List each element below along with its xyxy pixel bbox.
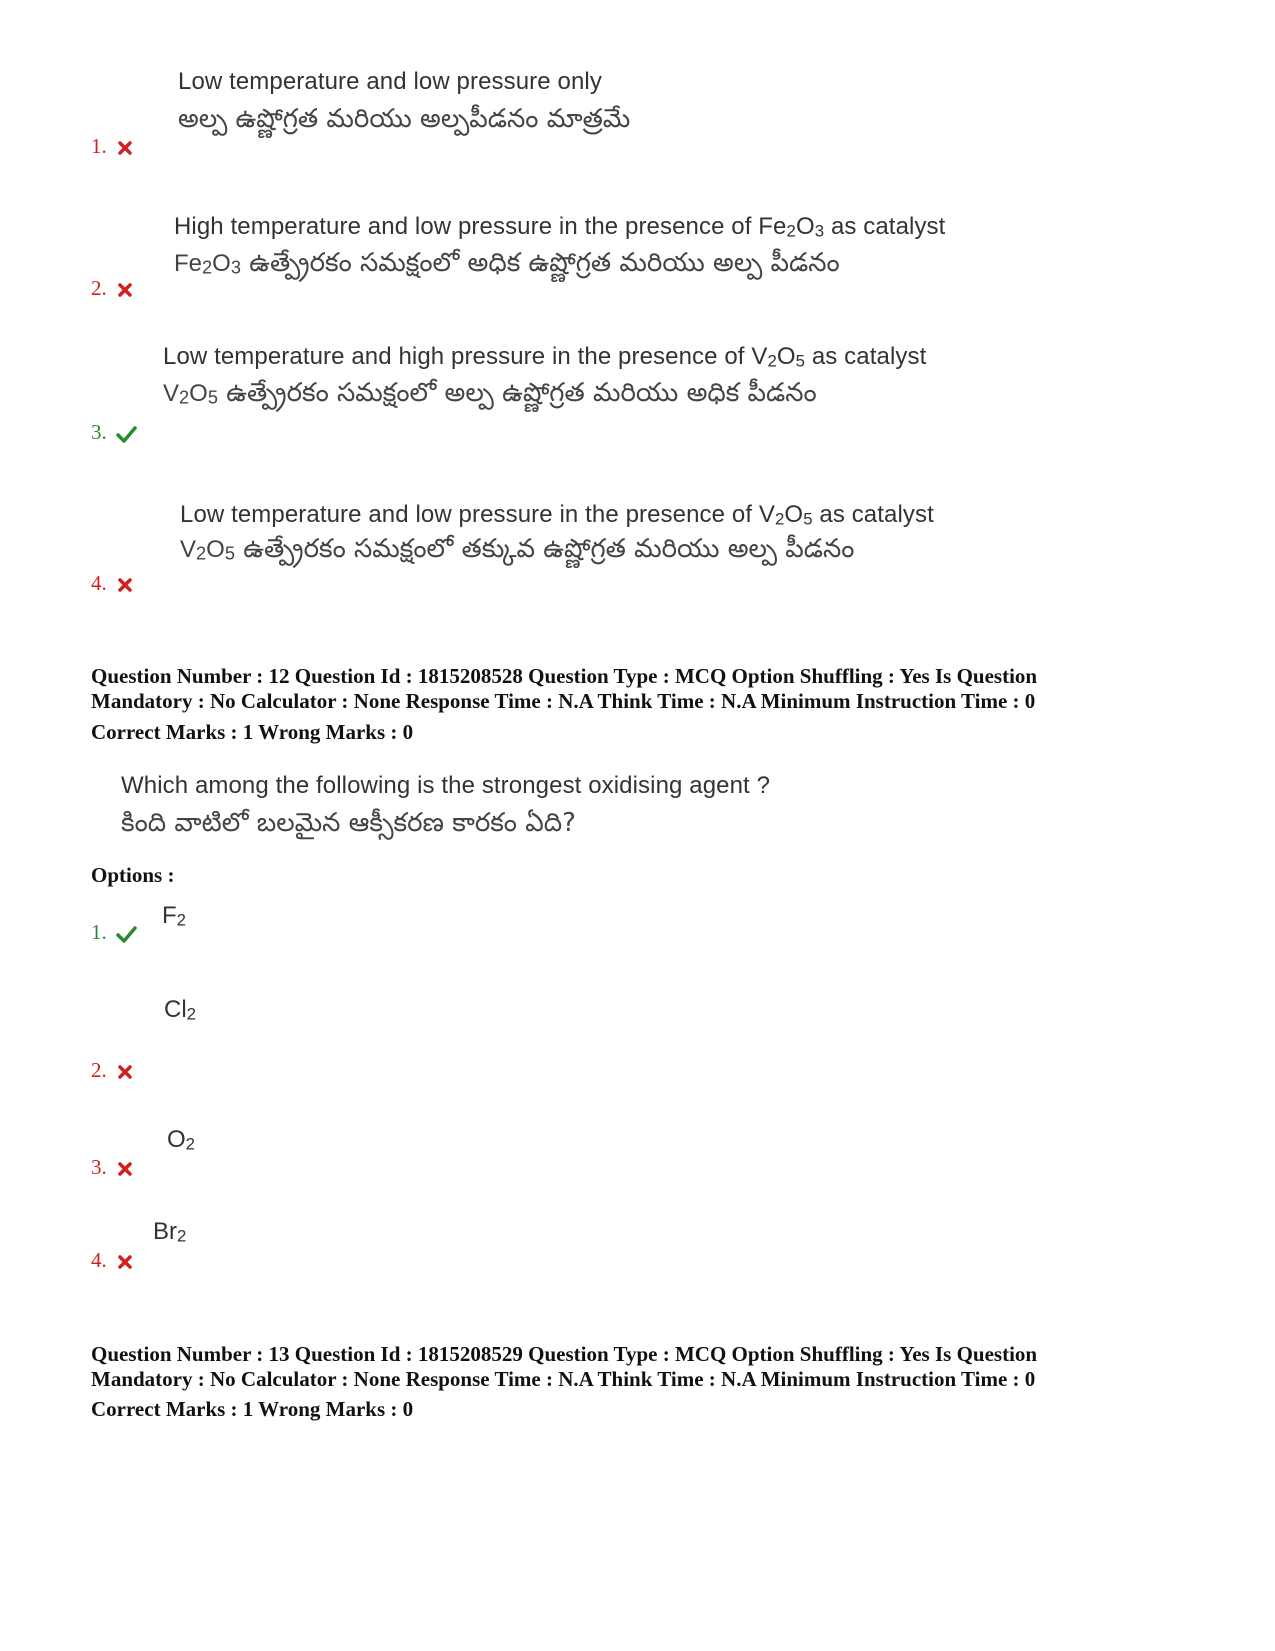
prev-option-3-text-en: Low temperature and high pressure in the presence of $V_2O_5$ as catalyst — [163, 343, 927, 371]
q12-question-en: Which among the following is the strongest oxidising agent ? — [121, 772, 771, 799]
q12-meta-line-1: Question Number : 12 Question Id : 1815208528 Question Type : MCQ Option Shuffling : Yes Is Question — [91, 664, 1038, 688]
option-number: 3. — [91, 1155, 107, 1179]
cross-icon — [115, 575, 135, 595]
q12-options-label: Options : — [91, 863, 175, 887]
prev-option-2-text-en: High temperature and low pressure in the presence of $Fe_2O_3$ as catalyst — [174, 213, 946, 241]
q12-option-3-marker — [91, 1155, 135, 1180]
cross-icon — [115, 1159, 135, 1179]
q12-option-4-marker — [91, 1248, 135, 1273]
option-number: 2. — [91, 1058, 107, 1082]
prev-option-2-marker — [91, 276, 135, 301]
option-number: 2. — [91, 276, 107, 300]
prev-option-4-text-en: Low temperature and low pressure in the presence of $V_2O_5$ as catalyst — [180, 501, 934, 529]
check-icon — [115, 424, 135, 444]
cross-icon — [115, 1062, 135, 1082]
cross-icon — [115, 138, 135, 158]
option-number: 3. — [91, 420, 107, 444]
prev-option-4-text-te: $V_2O_5$ ఉత్ప్రేరకం సమక్షంలో తక్కువ ఉష్ణోగ్రత మరియు అల్ప పీడనం — [180, 534, 855, 564]
q12-marks: Correct Marks : 1 Wrong Marks : 0 — [91, 720, 414, 744]
q13-marks: Correct Marks : 1 Wrong Marks : 0 — [91, 1397, 414, 1421]
prev-option-1-text-te: అల్ప ఉష్ణోగ్రత మరియు అల్పపీడనం మాత్రమే — [178, 104, 631, 134]
q12-option-3-formula: $O_2$ — [167, 1126, 196, 1154]
q12-option-4-formula: $Br_2$ — [153, 1218, 187, 1246]
q12-meta-line-2: Mandatory : No Calculator : None Response Time : N.A Think Time : N.A Minimum Instruction Time : 0 — [91, 689, 1036, 713]
q12-option-1-marker — [91, 920, 135, 945]
q13-meta-line-1: Question Number : 13 Question Id : 1815208529 Question Type : MCQ Option Shuffling : Yes Is Question — [91, 1342, 1038, 1366]
q12-option-1-formula: $F_2$ — [162, 902, 187, 930]
prev-option-2-text-te: $Fe_2O_3$ ఉత్ప్రేరకం సమక్షంలో అధిక ఉష్ణోగ్రత మరియు అల్ప పీడనం — [174, 248, 840, 278]
q12-option-2-formula: $Cl_2$ — [164, 996, 197, 1024]
q12-question-te: కింది వాటిలో బలమైన ఆక్సీకరణ కారకం ఏది? — [121, 808, 576, 838]
option-number: 4. — [91, 1248, 107, 1272]
option-number: 1. — [91, 134, 107, 158]
option-number: 4. — [91, 571, 107, 595]
option-number: 1. — [91, 920, 107, 944]
cross-icon — [115, 280, 135, 300]
prev-option-1-text-en: Low temperature and low pressure only — [178, 68, 602, 95]
prev-option-1-marker — [91, 134, 135, 159]
check-icon — [115, 924, 135, 944]
prev-option-3-marker — [91, 420, 135, 445]
q12-option-2-marker — [91, 1058, 135, 1083]
prev-option-4-marker — [91, 571, 135, 596]
cross-icon — [115, 1252, 135, 1272]
prev-option-3-text-te: $V_2O_5$ ఉత్ప్రేరకం సమక్షంలో అల్ప ఉష్ణోగ్రత మరియు అధిక పీడనం — [163, 378, 817, 408]
q13-meta-line-2: Mandatory : No Calculator : None Response Time : N.A Think Time : N.A Minimum Instruction Time : 0 — [91, 1367, 1036, 1391]
